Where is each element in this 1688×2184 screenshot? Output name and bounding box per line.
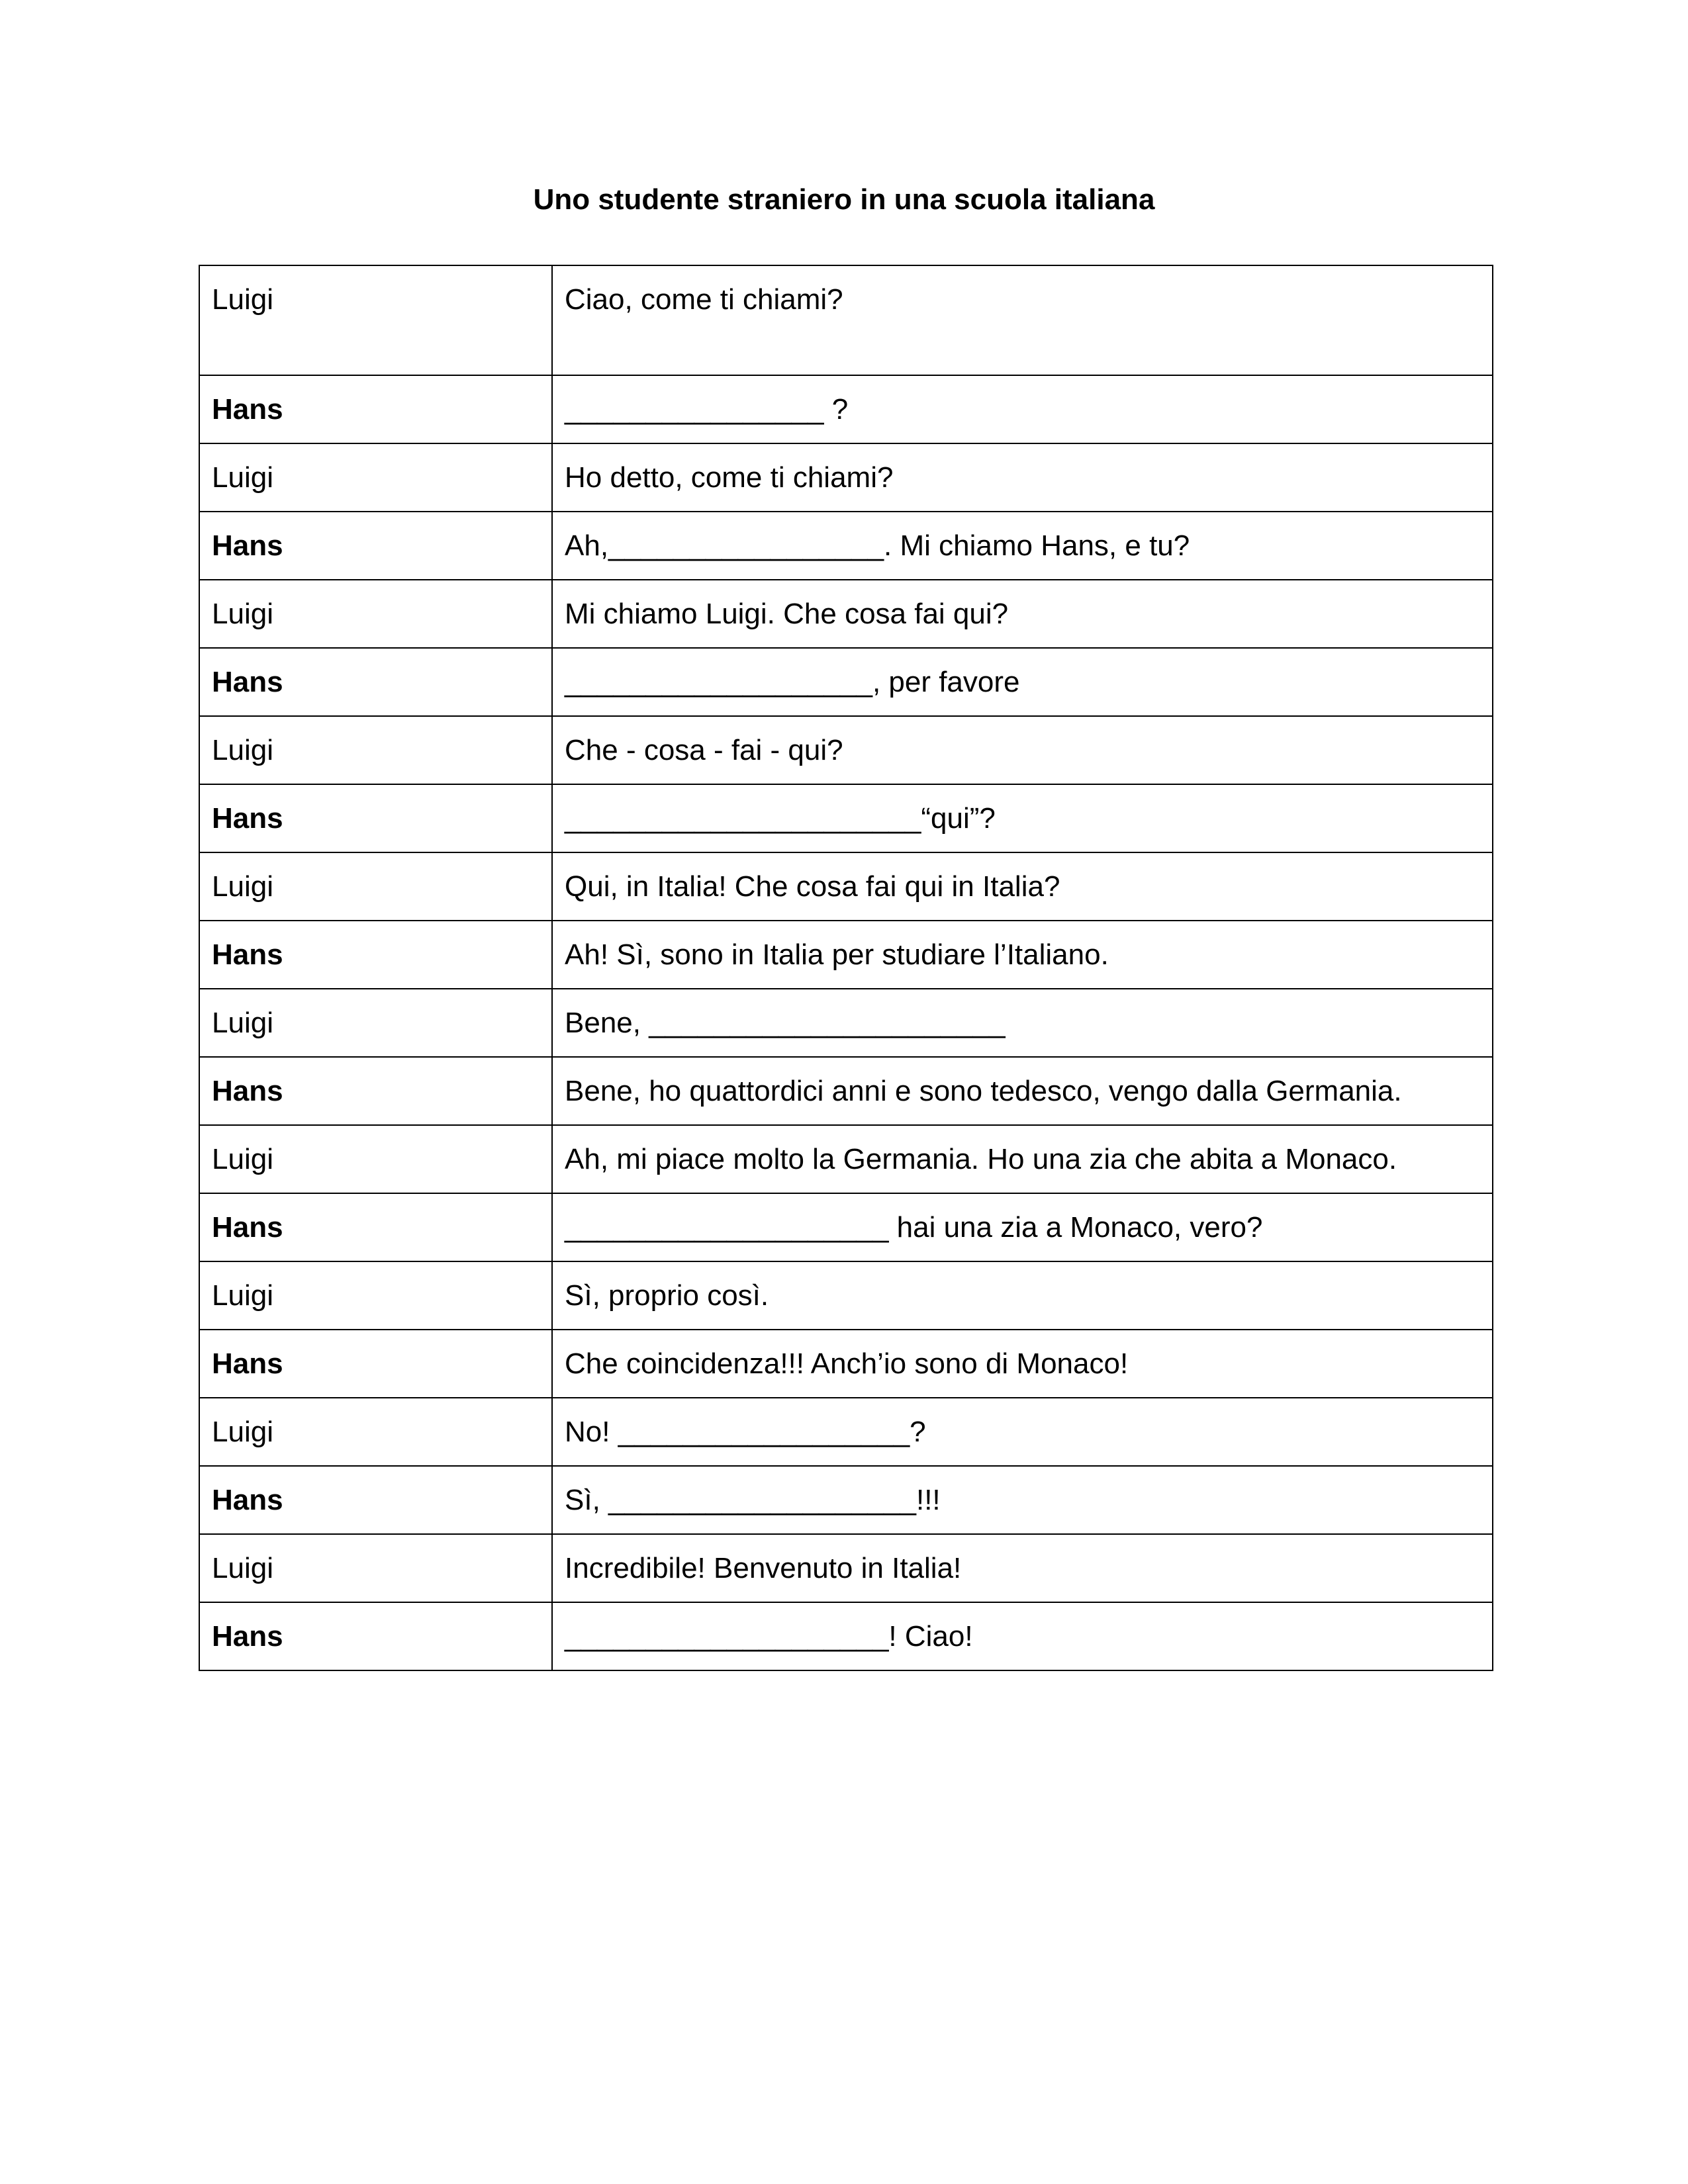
table-row <box>199 648 1493 716</box>
speaker-cell: Luigi <box>199 443 552 512</box>
speaker-cell: Hans <box>199 1602 552 1670</box>
table-row <box>199 443 1493 512</box>
line-cell: ____________________! Ciao! <box>552 1602 1493 1670</box>
table-row <box>199 1398 1493 1466</box>
table-row <box>199 852 1493 921</box>
line-cell: ________________ ? <box>552 375 1493 443</box>
speaker-cell: Hans <box>199 1466 552 1534</box>
line-cell: Qui, in Italia! Che cosa fai qui in Italia? <box>552 852 1493 921</box>
table-row <box>199 1330 1493 1398</box>
table-row <box>199 921 1493 989</box>
speaker-cell: Luigi <box>199 716 552 784</box>
dialogue-table <box>199 265 1493 1671</box>
line-cell: ______________________“qui”? <box>552 784 1493 852</box>
table-row <box>199 1125 1493 1193</box>
speaker-cell: Luigi <box>199 1261 552 1330</box>
table-row <box>199 989 1493 1057</box>
line-cell: Ho detto, come ti chiami? <box>552 443 1493 512</box>
speaker-cell: Luigi <box>199 989 552 1057</box>
line-cell: No! __________________? <box>552 1398 1493 1466</box>
line-cell: Che - cosa - fai - qui? <box>552 716 1493 784</box>
line-cell: Bene, ho quattordici anni e sono tedesco, vengo dalla Germania. <box>552 1057 1493 1125</box>
speaker-cell: Luigi <box>199 265 552 375</box>
table-row <box>199 1466 1493 1534</box>
speaker-cell: Hans <box>199 1057 552 1125</box>
table-row <box>199 716 1493 784</box>
line-cell: ___________________, per favore <box>552 648 1493 716</box>
line-cell: Ciao, come ti chiami? <box>552 265 1493 375</box>
speaker-cell: Hans <box>199 1193 552 1261</box>
speaker-cell: Hans <box>199 921 552 989</box>
speaker-cell: Luigi <box>199 1534 552 1602</box>
line-cell: Ah, mi piace molto la Germania. Ho una zia che abita a Monaco. <box>552 1125 1493 1193</box>
table-row <box>199 1261 1493 1330</box>
speaker-cell: Hans <box>199 512 552 580</box>
line-cell: Bene, ______________________ <box>552 989 1493 1057</box>
line-cell: Sì, ___________________!!! <box>552 1466 1493 1534</box>
line-cell: Incredibile! Benvenuto in Italia! <box>552 1534 1493 1602</box>
table-row <box>199 1193 1493 1261</box>
line-cell: Che coincidenza!!! Anch’io sono di Monaco! <box>552 1330 1493 1398</box>
speaker-cell: Hans <box>199 648 552 716</box>
line-cell: Ah! Sì, sono in Italia per studiare l’Italiano. <box>552 921 1493 989</box>
line-cell: Ah,_________________. Mi chiamo Hans, e tu? <box>552 512 1493 580</box>
table-row <box>199 375 1493 443</box>
speaker-cell: Luigi <box>199 852 552 921</box>
table-row <box>199 1602 1493 1670</box>
speaker-cell: Luigi <box>199 1398 552 1466</box>
line-cell: Sì, proprio così. <box>552 1261 1493 1330</box>
table-row <box>199 1534 1493 1602</box>
table-row <box>199 580 1493 648</box>
speaker-cell: Hans <box>199 375 552 443</box>
speaker-cell: Luigi <box>199 580 552 648</box>
page-title: Uno studente straniero in una scuola italiana <box>533 183 1155 216</box>
table-row <box>199 265 1493 375</box>
table-row <box>199 1057 1493 1125</box>
line-cell: ____________________ hai una zia a Monaco, vero? <box>552 1193 1493 1261</box>
speaker-cell: Hans <box>199 1330 552 1398</box>
line-cell: Mi chiamo Luigi. Che cosa fai qui? <box>552 580 1493 648</box>
table-row <box>199 784 1493 852</box>
table-row <box>199 512 1493 580</box>
speaker-cell: Hans <box>199 784 552 852</box>
speaker-cell: Luigi <box>199 1125 552 1193</box>
